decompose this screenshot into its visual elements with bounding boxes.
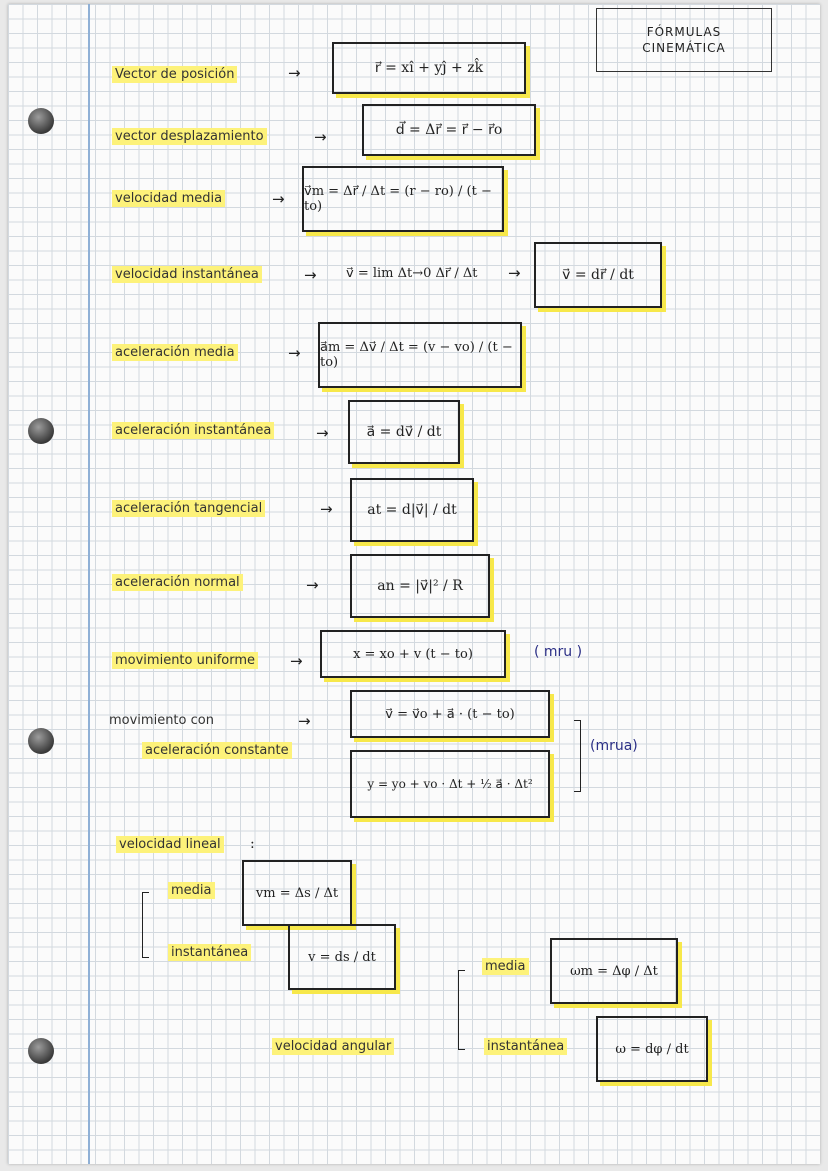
title-box (596, 8, 772, 72)
bracket-lineal (142, 892, 149, 958)
label-vector-desplazamiento: vector desplazamiento (112, 128, 267, 145)
label-movimiento-uniforme: movimiento uniforme (112, 652, 258, 669)
arrow: → (272, 190, 285, 208)
arrow: → (306, 576, 319, 594)
formula-vector-posicion: r⃗ = xî + yĵ + zk̂ (332, 42, 526, 94)
formula-mrua-velocidad: v⃗ = v⃗o + a⃗ · (t − to) (350, 690, 550, 738)
formula-aceleracion-media: a⃗m = Δv⃗ / Δt = (v − vo) / (t − to) (318, 322, 522, 388)
arrow: → (508, 264, 521, 282)
label-velocidad-lineal: velocidad lineal (116, 836, 224, 853)
note-mru: ( mru ) (534, 644, 583, 660)
label-velocidad-media: velocidad media (112, 190, 225, 207)
label-vector-posicion: Vector de posición (112, 66, 237, 83)
bracket-mrua (574, 720, 581, 792)
arrow: → (288, 344, 301, 362)
formula-aceleracion-normal: an = |v⃗|² / R (350, 554, 490, 618)
label-velocidad-angular: velocidad angular (272, 1038, 394, 1055)
formula-movimiento-uniforme: x = xo + v (t − to) (320, 630, 506, 678)
label-aceleracion-instantanea: aceleración instantánea (112, 422, 274, 439)
notebook-page (8, 4, 820, 1164)
formula-lineal-media: vm = Δs / Δt (242, 860, 352, 926)
formula-mrua-posicion: y = yo + vo · Δt + ½ a⃗ · Δt² (350, 750, 550, 818)
arrow: → (290, 652, 303, 670)
label-aceleracion-normal: aceleración normal (112, 574, 243, 591)
formula-velocidad-media: v⃗m = Δr⃗ / Δt = (r − ro) / (t − to) (302, 166, 504, 232)
arrow: → (316, 424, 329, 442)
label-aceleracion-constante: aceleración constante (142, 742, 292, 759)
colon: : (250, 836, 255, 852)
formula-lineal-instantanea: v = ds / dt (288, 924, 396, 990)
label-aceleracion-media: aceleración media (112, 344, 238, 361)
label-angular-media: media (482, 958, 529, 975)
title-line-1: FÓRMULAS (646, 25, 722, 39)
bracket-angular (458, 970, 465, 1050)
arrow: → (320, 500, 333, 518)
arrow: → (288, 64, 301, 82)
arrow: → (314, 128, 327, 146)
title-line-2: CINEMÁTICA (642, 41, 726, 55)
label-angular-instantanea: instantánea (484, 1038, 567, 1055)
formula-vector-desplazamiento: d⃗ = Δr⃗ = r⃗ − r⃗o (362, 104, 536, 156)
note-mrua: (mrua) (590, 738, 638, 754)
label-lineal-media: media (168, 882, 215, 899)
binder-hole (28, 108, 54, 134)
formula-aceleracion-tangencial: at = d|v⃗| / dt (350, 478, 474, 542)
formula-angular-instantanea: ω = dφ / dt (596, 1016, 708, 1082)
formula-aceleracion-instantanea: a⃗ = dv⃗ / dt (348, 400, 460, 464)
margin-line (88, 4, 90, 1164)
label-movimiento-con: movimiento con (109, 713, 214, 728)
binder-hole (28, 418, 54, 444)
arrow: → (298, 712, 311, 730)
formula-velocidad-instantanea-limite: v⃗ = lim Δt→0 Δr⃗ / Δt (346, 266, 478, 281)
label-aceleracion-tangencial: aceleración tangencial (112, 500, 265, 517)
binder-hole (28, 728, 54, 754)
binder-hole (28, 1038, 54, 1064)
label-velocidad-instantanea: velocidad instantánea (112, 266, 262, 283)
formula-angular-media: ωm = Δφ / Δt (550, 938, 678, 1004)
arrow: → (304, 266, 317, 284)
label-lineal-instantanea: instantánea (168, 944, 251, 961)
formula-velocidad-instantanea: v⃗ = dr⃗ / dt (534, 242, 662, 308)
